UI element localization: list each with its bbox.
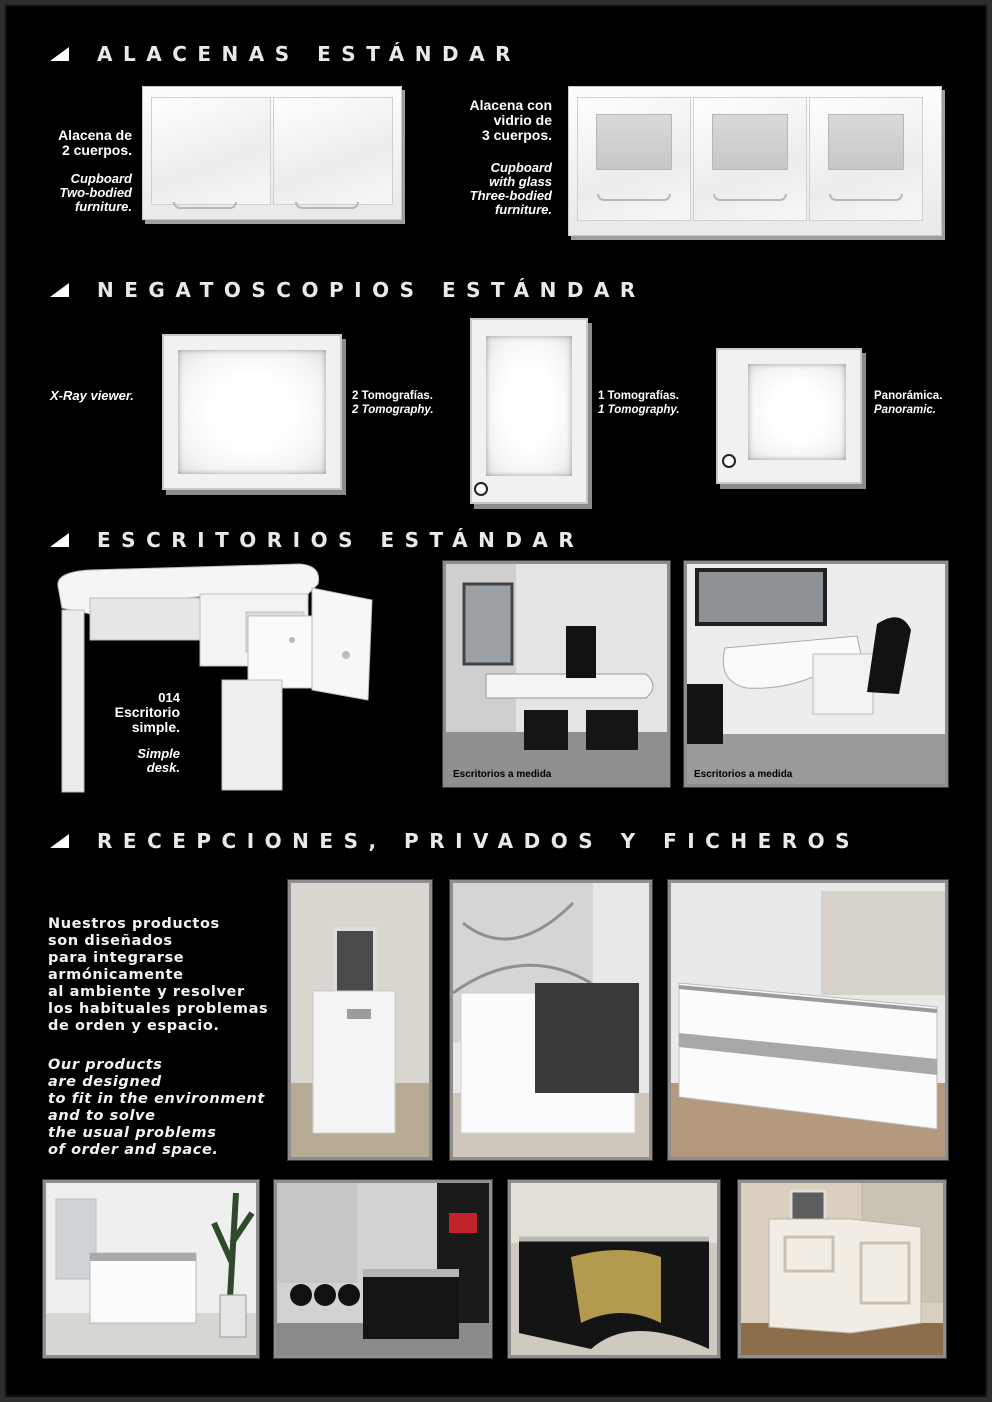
cupboard-three-label: Alacena con vidrio de 3 cuerpos. Cupboard with glass Three-bodied furniture. xyxy=(469,97,552,217)
reception-photo-3 xyxy=(668,880,948,1160)
reception-photo-4-scene xyxy=(46,1183,256,1355)
desk-photo-2-scene xyxy=(687,564,945,784)
glass-panel xyxy=(712,114,788,170)
xray-viewer-panoramic-image xyxy=(716,348,862,484)
cupboard-door xyxy=(693,97,807,221)
xray-one-label: 1 Tomografías. 1 Tomography. xyxy=(598,390,680,416)
knob-icon xyxy=(722,454,736,468)
xray-panoramic-label: Panorámica. Panoramic. xyxy=(874,390,943,416)
reception-photo-4 xyxy=(43,1180,259,1358)
section-title-receptions: RECEPCIONES, PRIVADOS Y FICHEROS xyxy=(50,829,860,853)
reception-photo-7-scene xyxy=(741,1183,943,1355)
light-screen xyxy=(486,336,572,476)
section-title-xray: NEGATOSCOPIOS ESTÁNDAR xyxy=(50,278,646,302)
knob-icon xyxy=(474,482,488,496)
reception-photo-1 xyxy=(288,880,432,1160)
handle xyxy=(173,202,237,209)
reception-photo-2 xyxy=(450,880,652,1160)
triangle-icon xyxy=(50,834,69,848)
reception-photo-6 xyxy=(508,1180,720,1358)
section-title-desks: ESCRITORIOS ESTÁNDAR xyxy=(50,528,584,552)
cupboard-door xyxy=(273,97,393,205)
triangle-icon xyxy=(50,283,69,297)
reception-photo-2-scene xyxy=(453,883,649,1157)
triangle-icon xyxy=(50,533,69,547)
reception-photo-5-scene xyxy=(277,1183,489,1355)
handle xyxy=(829,194,903,201)
cupboard-door xyxy=(577,97,691,221)
section-title-cupboards: ALACENAS ESTÁNDAR xyxy=(50,42,521,66)
cupboard-three-image xyxy=(568,86,942,236)
glass-panel xyxy=(596,114,672,170)
reception-photo-7 xyxy=(738,1180,946,1358)
receptions-description: Nuestros productos son diseñados para integrarse armónicamente al ambiente y resolver los habituales problemas de orden y espacio. Our products are designed to fit in the environment and to solve the usual problems of order and space. xyxy=(48,916,269,1158)
xray-viewer-one-image xyxy=(470,318,588,504)
triangle-icon xyxy=(50,47,69,61)
cupboard-door xyxy=(809,97,923,221)
reception-photo-1-scene xyxy=(291,883,429,1157)
reception-photo-5 xyxy=(274,1180,492,1358)
reception-photo-6-scene xyxy=(511,1183,717,1355)
desk-photo-1: Escritorios a medida xyxy=(443,561,670,787)
reception-photo-3-scene xyxy=(671,883,945,1157)
handle xyxy=(713,194,787,201)
cupboard-two-label: Alacena de 2 cuerpos. Cupboard Two-bodied furniture. xyxy=(58,127,132,214)
xray-two-label: 2 Tomografías. 2 Tomography. xyxy=(352,390,434,416)
xray-viewer-two-image xyxy=(162,334,342,490)
light-screen xyxy=(178,350,326,474)
handle xyxy=(295,202,359,209)
desk-photo-2: Escritorios a medida xyxy=(684,561,948,787)
glass-panel xyxy=(828,114,904,170)
desk-label: 014 Escritorio simple. Simple desk. xyxy=(114,690,180,775)
desk-photo-1-scene xyxy=(446,564,667,784)
light-screen xyxy=(748,364,846,460)
handle xyxy=(597,194,671,201)
cupboard-door xyxy=(151,97,271,205)
cupboard-two-image xyxy=(142,86,402,220)
xray-viewer-label: X-Ray viewer. xyxy=(50,388,134,403)
